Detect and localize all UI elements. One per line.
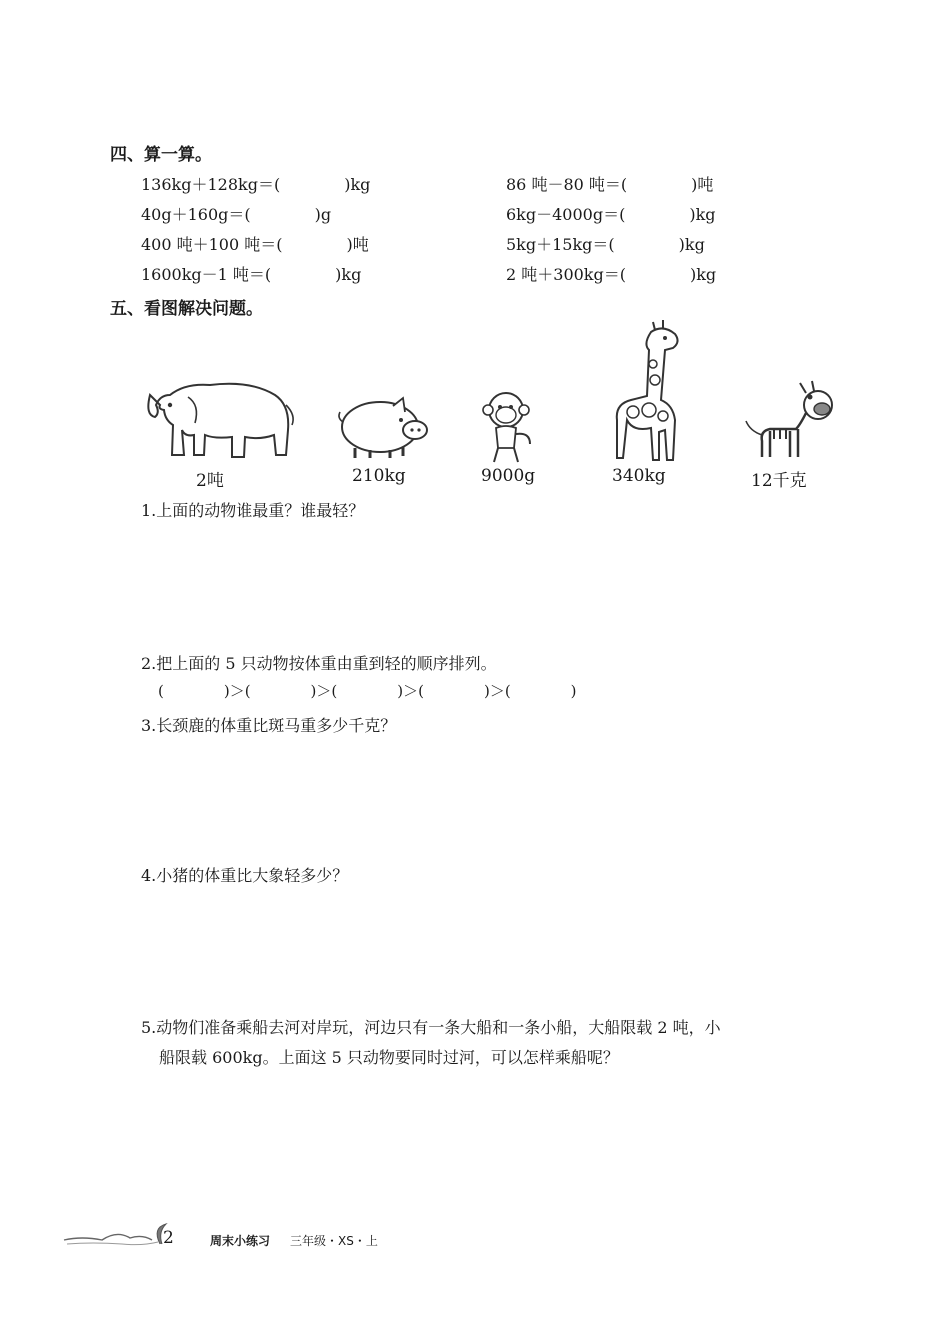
- equation-left-2: 40g＋160g＝( )g: [141, 205, 332, 224]
- zebra-label: 12千克: [751, 471, 807, 491]
- giraffe-label: 340kg: [612, 466, 666, 486]
- monkey-icon: [478, 388, 538, 466]
- pig-label: 210kg: [352, 466, 406, 486]
- question-5-line-2: 船限载 600kg。上面这 5 只动物要同时过河，可以怎样乘船呢？: [159, 1048, 619, 1067]
- grade-label: 三年级・XS・上: [290, 1234, 378, 1248]
- equation-left-4: 1600kg－1 吨＝( )kg: [141, 265, 362, 284]
- equation-left-3: 400 吨＋100 吨＝( )吨: [141, 235, 369, 254]
- question-2: 2.把上面的 5 只动物按体重由重到轻的顺序排列。: [141, 654, 497, 673]
- monkey-label: 9000g: [481, 466, 536, 486]
- question-3: 3.长颈鹿的体重比斑马重多少千克？: [141, 716, 397, 735]
- page-number: 2: [163, 1228, 174, 1248]
- equation-right-4: 2 吨＋300kg＝( )kg: [506, 265, 717, 284]
- section-4-title: 四、算一算。: [110, 145, 212, 165]
- elephant-icon: [140, 375, 300, 465]
- equation-left-1: 136kg＋128kg＝( )kg: [141, 175, 371, 194]
- equation-right-3: 5kg＋15kg＝( )kg: [506, 235, 705, 254]
- pig-icon: [335, 392, 435, 462]
- question-1: 1.上面的动物谁最重？谁最轻？: [141, 501, 365, 520]
- equation-right-1: 86 吨－80 吨＝( )吨: [506, 175, 714, 194]
- ordering-blanks: ( )＞( )＞( )＞( )＞( ): [158, 682, 577, 700]
- zebra-icon: [740, 375, 836, 465]
- equation-right-2: 6kg－4000g＝( )kg: [506, 205, 716, 224]
- question-4: 4.小猪的体重比大象轻多少？: [141, 866, 349, 885]
- giraffe-icon: [603, 320, 703, 465]
- question-5-line-1: 5.动物们准备乘船去河对岸玩，河边只有一条大船和一条小船，大船限载 2 吨，小: [141, 1018, 721, 1037]
- elephant-label: 2吨: [196, 471, 224, 491]
- section-5-title: 五、看图解决问题。: [110, 299, 263, 319]
- book-title: 周末小练习: [210, 1234, 271, 1248]
